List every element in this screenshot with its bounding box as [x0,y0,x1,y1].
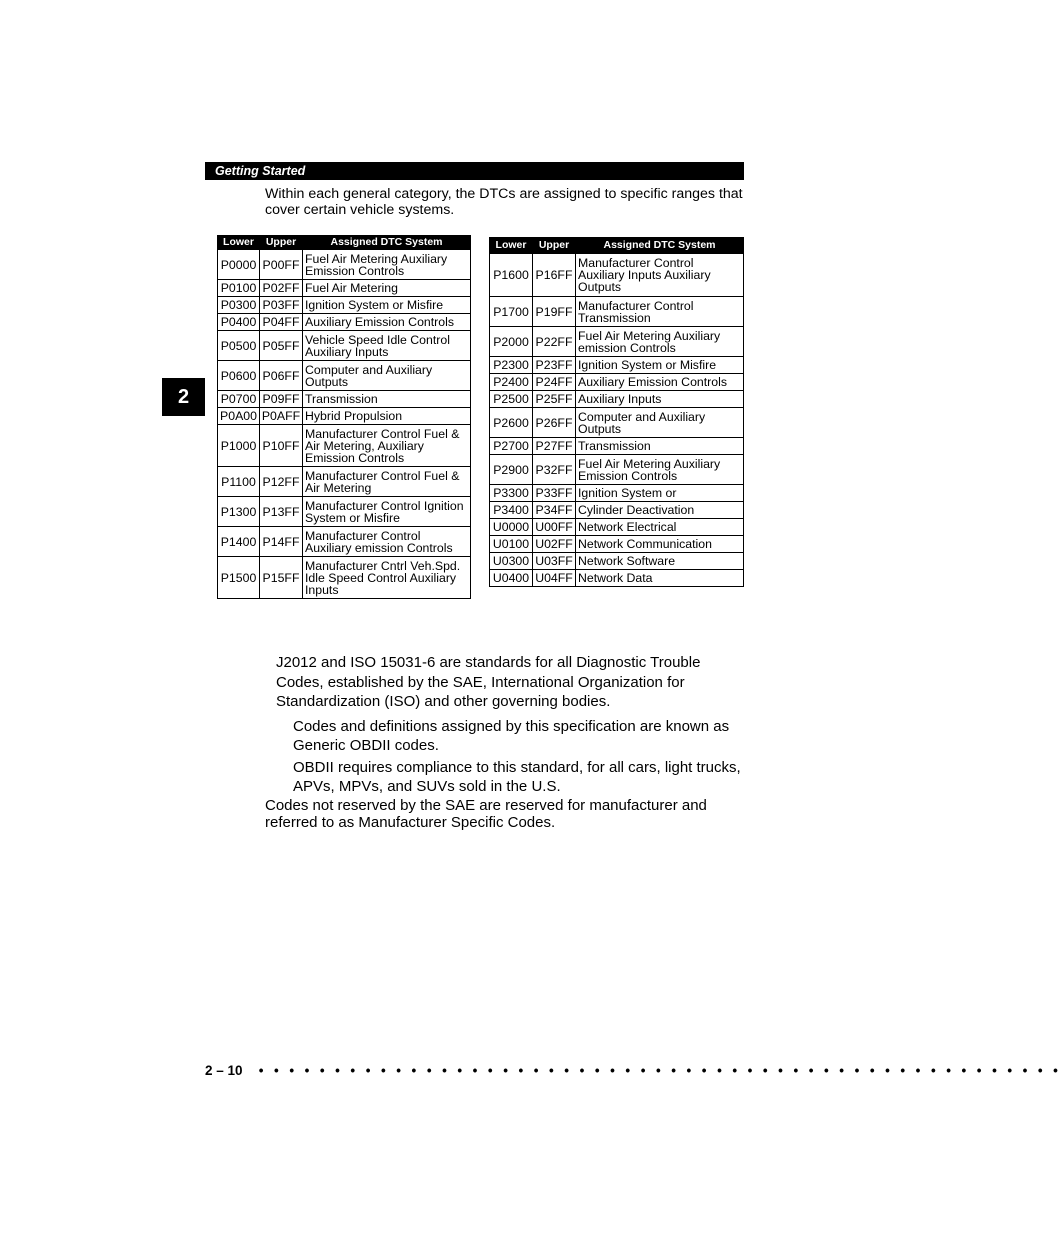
upper-code-cell: P23FF [533,357,576,374]
upper-code-cell: P10FF [260,425,303,467]
system-cell: Cylinder Deactivation [576,502,744,519]
upper-code-cell: P24FF [533,374,576,391]
lower-code-cell: P2000 [490,327,533,357]
table-row [490,408,744,438]
table-row [218,408,471,425]
section-title: Getting Started [215,164,306,178]
system-cell: Manufacturer Control Fuel & Air Metering, Auxiliary Emission Controls [303,425,471,467]
page-number: 2 – 10 [205,1063,243,1078]
system-cell: Computer and Auxiliary Outputs [303,361,471,391]
system-cell: Manufacturer Control Fuel & Air Metering [303,467,471,497]
upper-code-cell: P26FF [533,408,576,438]
upper-code-cell: P03FF [260,297,303,314]
table-row [218,297,471,314]
table-row [218,250,471,280]
table-row [490,357,744,374]
upper-code-cell: U02FF [533,536,576,553]
lower-code-cell: P1300 [218,497,260,527]
lower-code-cell: P1600 [490,254,533,297]
lower-code-cell: P2900 [490,455,533,485]
lower-code-cell: P1400 [218,527,260,557]
generic-codes-paragraph: Codes and definitions assigned by this specification are known as Generic OBDII codes. [293,718,730,754]
table-row [490,485,744,502]
system-cell: Manufacturer Control Auxiliary emission Controls [303,527,471,557]
upper-code-cell: P32FF [533,455,576,485]
intro-paragraph: Within each general category, the DTCs are assigned to specific ranges that cover certain vehicle systems. [265,186,743,218]
lower-code-cell: P0500 [218,331,260,361]
table-row [490,327,744,357]
lower-code-cell: P1700 [490,297,533,327]
table-row [490,391,744,408]
table-row [218,497,471,527]
upper-code-cell: P05FF [260,331,303,361]
table-header-row [218,236,471,250]
table-row [490,254,744,297]
lower-code-cell: P3400 [490,502,533,519]
table-row [218,361,471,391]
system-cell: Network Software [576,553,744,570]
upper-code-cell: P06FF [260,361,303,391]
upper-code-cell: P19FF [533,297,576,327]
upper-code-cell: P04FF [260,314,303,331]
upper-code-cell: U00FF [533,519,576,536]
table-header-row [490,238,744,254]
header-lower: Lower [218,236,260,250]
upper-code-cell: P16FF [533,254,576,297]
table-row [218,467,471,497]
upper-code-cell: P0AFF [260,408,303,425]
section-header [205,162,744,180]
dtc-table-left [217,235,471,599]
system-cell: Auxiliary Emission Controls [303,314,471,331]
system-cell: Network Electrical [576,519,744,536]
dot-leader: • • • • • • • • • • • • • • • • • • • • • • • • • • • • • • • • • • • • • • • • • • • • • • • • • • • • • [258,1063,1061,1078]
table-row [218,314,471,331]
table-row [218,557,471,599]
header-lower: Lower [490,238,533,254]
lower-code-cell: P0600 [218,361,260,391]
system-cell: Manufacturer Cntrl Veh.Spd. Idle Speed Control Auxiliary Inputs [303,557,471,599]
upper-code-cell: U04FF [533,570,576,587]
upper-code-cell: P13FF [260,497,303,527]
lower-code-cell: U0100 [490,536,533,553]
upper-code-cell: P12FF [260,467,303,497]
system-cell: Computer and Auxiliary Outputs [576,408,744,438]
lower-code-cell: P0400 [218,314,260,331]
lower-code-cell: P1100 [218,467,260,497]
system-cell: Auxiliary Emission Controls [576,374,744,391]
compliance-paragraph: OBDII requires compliance to this standard, for all cars, light trucks, APVs, MPVs, and SUVs sold in the U.S. [293,759,741,795]
lower-code-cell: P2300 [490,357,533,374]
lower-code-cell: P1000 [218,425,260,467]
upper-code-cell: P33FF [533,485,576,502]
system-cell: Ignition System or Misfire [576,357,744,374]
table-row [218,425,471,467]
lower-code-cell: P2600 [490,408,533,438]
table-row [490,438,744,455]
table-row [490,519,744,536]
lower-code-cell: P0A00 [218,408,260,425]
table-row [490,374,744,391]
table-row [490,455,744,485]
upper-code-cell: P09FF [260,391,303,408]
table-row [490,297,744,327]
table-row [218,391,471,408]
table-row [490,502,744,519]
table-row [218,527,471,557]
system-cell: Ignition System or [576,485,744,502]
manufacturer-codes-paragraph: Codes not reserved by the SAE are reserved for manufacturer and referred to as Manufacturer Specific Codes. [265,797,707,831]
system-cell: Manufacturer Control Auxiliary Inputs Auxiliary Outputs [576,254,744,297]
upper-code-cell: P27FF [533,438,576,455]
table-row [490,570,744,587]
table-row [218,331,471,361]
lower-code-cell: P0100 [218,280,260,297]
table-row [490,553,744,570]
lower-code-cell: U0000 [490,519,533,536]
upper-code-cell: P22FF [533,327,576,357]
page-footer [205,1063,1061,1081]
system-cell: Fuel Air Metering [303,280,471,297]
header-upper: Upper [260,236,303,250]
table-row [218,280,471,297]
upper-code-cell: P15FF [260,557,303,599]
system-cell: Vehicle Speed Idle Control Auxiliary Inputs [303,331,471,361]
system-cell: Manufacturer Control Transmission [576,297,744,327]
system-cell: Network Data [576,570,744,587]
dtc-table-right [489,237,744,587]
lower-code-cell: P2500 [490,391,533,408]
header-system: Assigned DTC System [576,238,744,254]
header-system: Assigned DTC System [303,236,471,250]
lower-code-cell: P1500 [218,557,260,599]
lower-code-cell: U0400 [490,570,533,587]
system-cell: Fuel Air Metering Auxiliary emission Controls [576,327,744,357]
lower-code-cell: P0300 [218,297,260,314]
system-cell: Auxiliary Inputs [576,391,744,408]
upper-code-cell: P25FF [533,391,576,408]
standards-paragraph: J2012 and ISO 15031-6 are standards for all Diagnostic Trouble Codes, established by the SAE, International Organization for Standardization (ISO) and other governing bodies. [276,654,701,710]
chapter-tab: 2 [162,378,205,416]
system-cell: Network Communication [576,536,744,553]
lower-code-cell: U0300 [490,553,533,570]
lower-code-cell: P0000 [218,250,260,280]
lower-code-cell: P2700 [490,438,533,455]
system-cell: Ignition System or Misfire [303,297,471,314]
header-upper: Upper [533,238,576,254]
lower-code-cell: P2400 [490,374,533,391]
upper-code-cell: P00FF [260,250,303,280]
system-cell: Manufacturer Control Ignition System or Misfire [303,497,471,527]
system-cell: Hybrid Propulsion [303,408,471,425]
upper-code-cell: P34FF [533,502,576,519]
system-cell: Fuel Air Metering Auxiliary Emission Controls [576,455,744,485]
table-row [490,536,744,553]
system-cell: Fuel Air Metering Auxiliary Emission Controls [303,250,471,280]
upper-code-cell: P14FF [260,527,303,557]
system-cell: Transmission [576,438,744,455]
upper-code-cell: U03FF [533,553,576,570]
lower-code-cell: P0700 [218,391,260,408]
system-cell: Transmission [303,391,471,408]
upper-code-cell: P02FF [260,280,303,297]
lower-code-cell: P3300 [490,485,533,502]
